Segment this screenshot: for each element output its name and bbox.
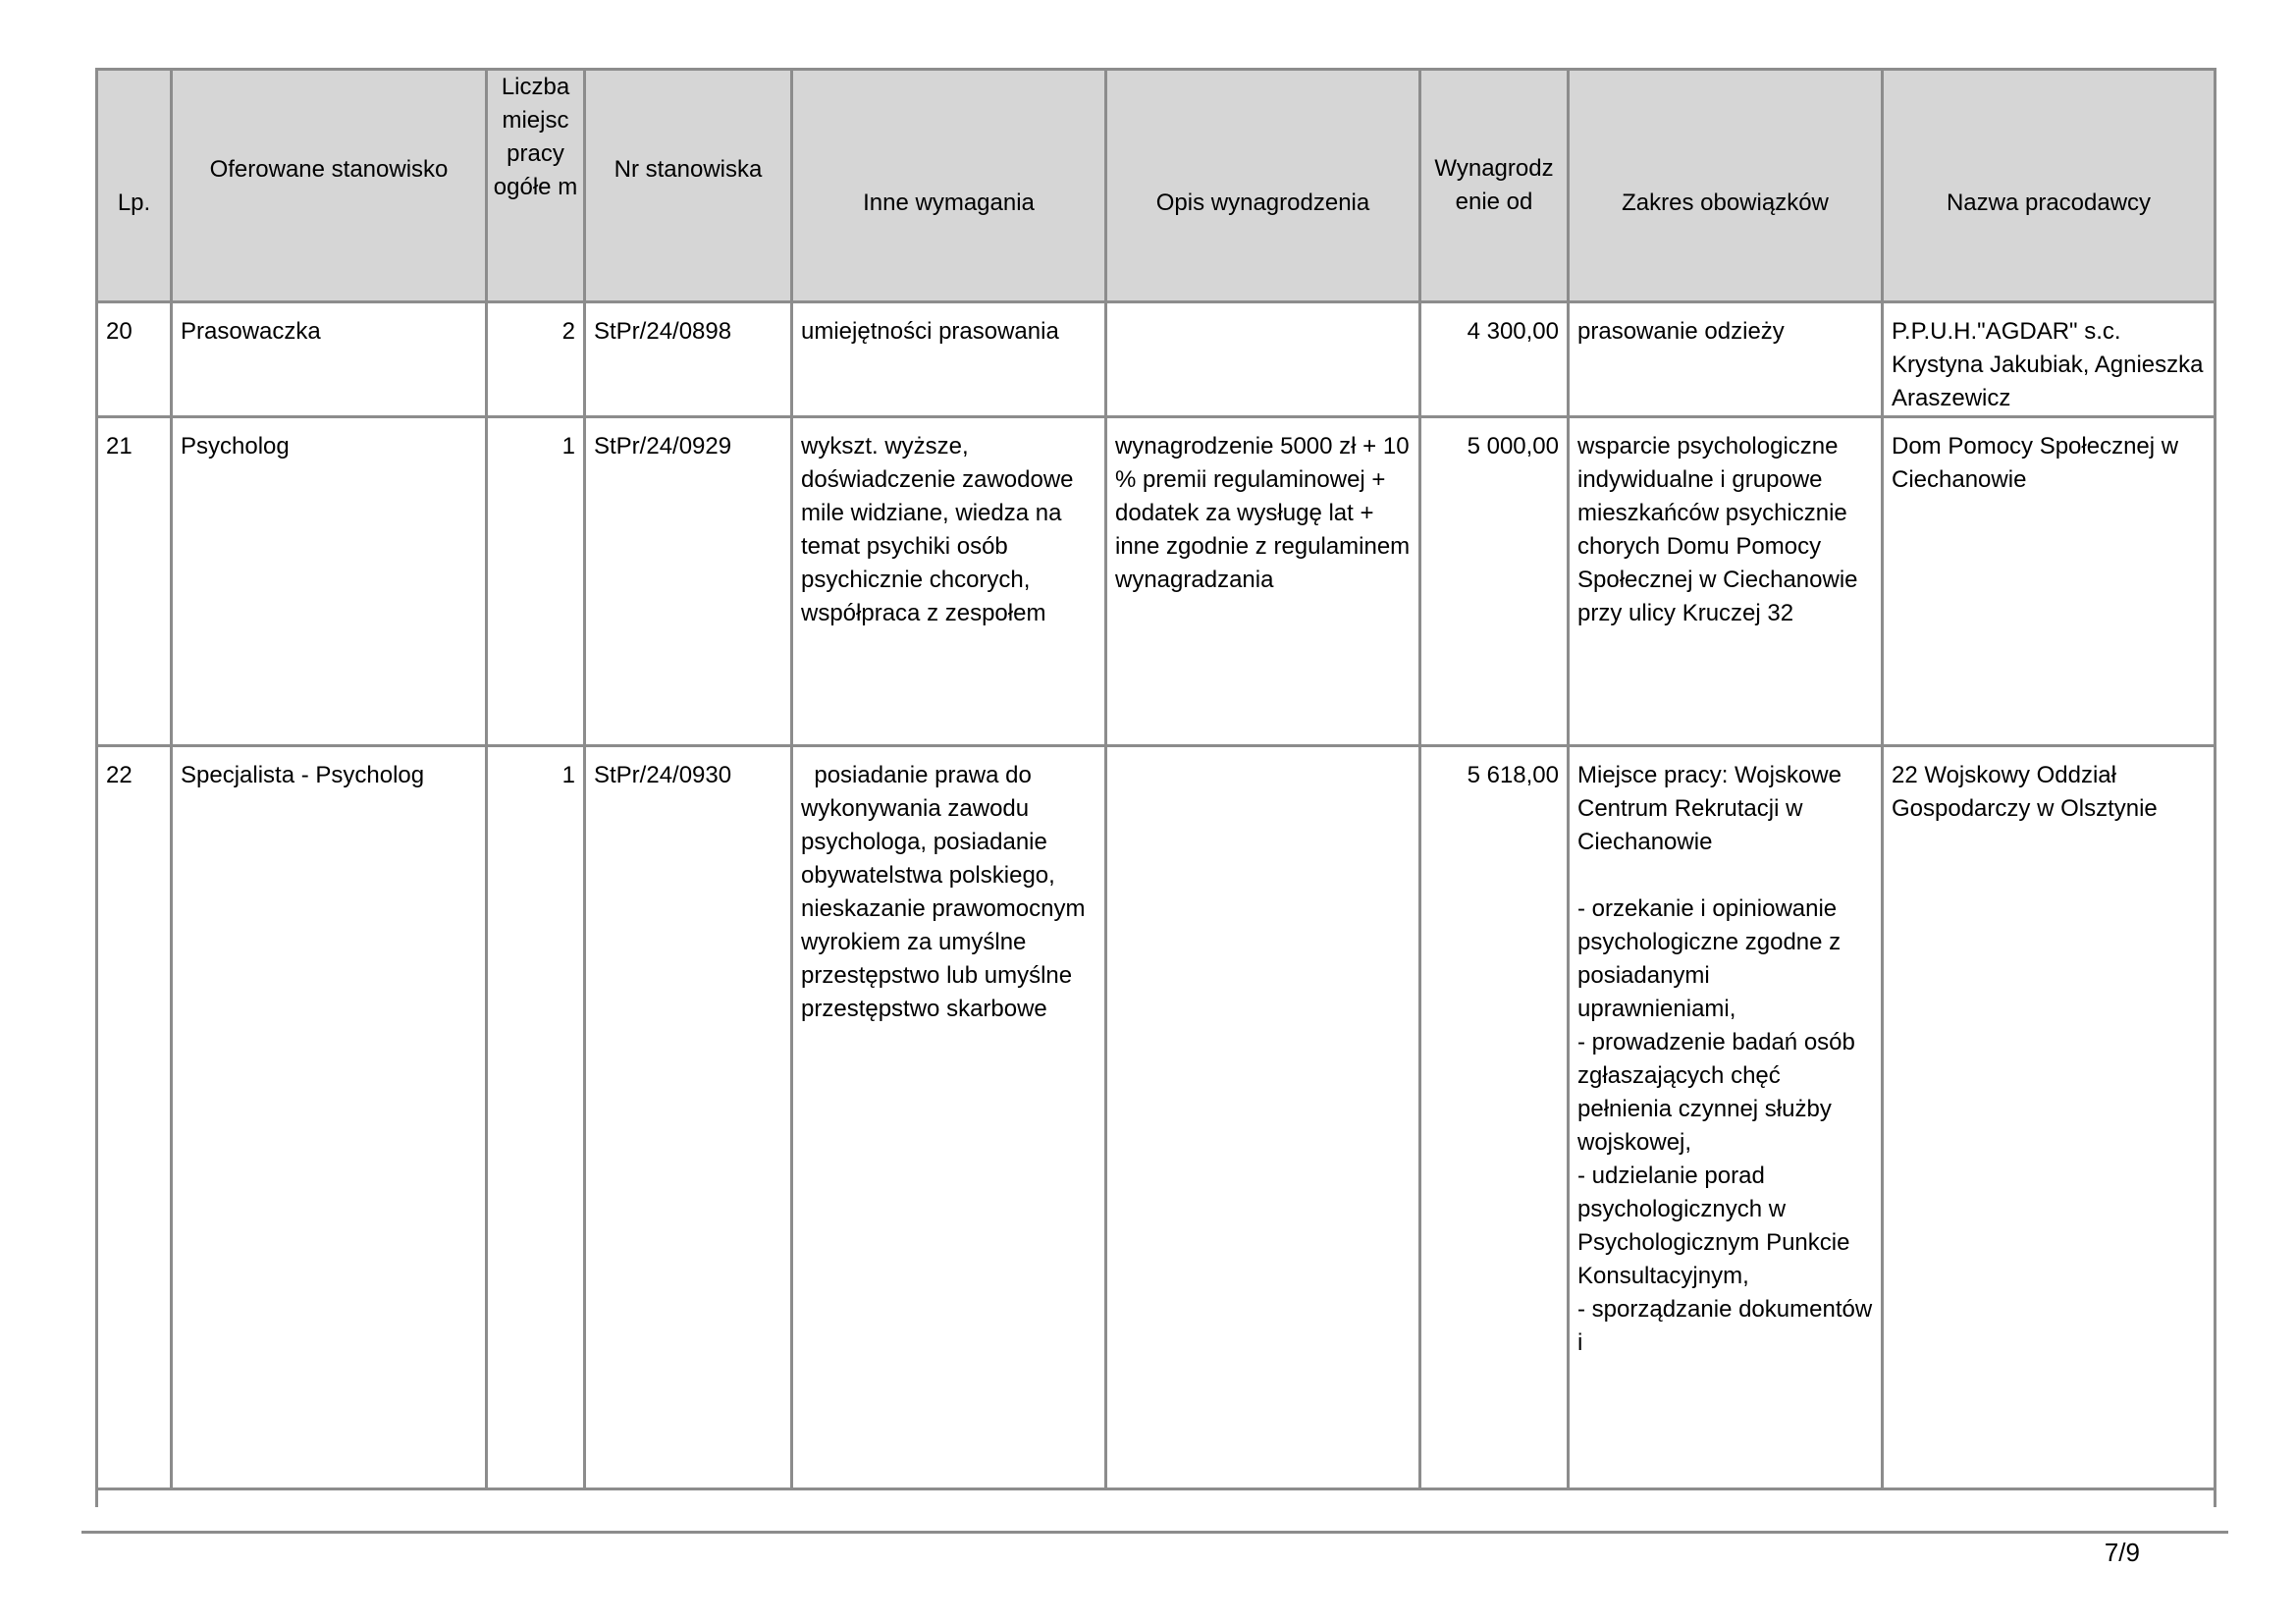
cell-lp: 21 <box>97 417 172 746</box>
cell-wynagrodzenie: 4 300,00 <box>1420 302 1569 417</box>
cell-zakres: Miejsce pracy: Wojskowe Centrum Rekrutacji w Ciechanowie - orzekanie i opiniowanie psychologiczne zgodne z posiadanymi uprawnieniami, - prowadzenie badań osób zgłaszających chęć pełnienia czynnej służby wojskowej, - udzielanie porad psychologicznych w Psychologicznym Punkcie Konsultacyjnym, - sporządzanie dokumentów i <box>1569 746 1883 1489</box>
cell-nr: StPr/24/0930 <box>585 746 792 1489</box>
cell-pracodawca: Dom Pomocy Społecznej w Ciechanowie <box>1883 417 2216 746</box>
job-offers-table <box>95 68 2216 1507</box>
cell-opis <box>1106 746 1420 1489</box>
continuation-cell <box>97 1489 2216 1507</box>
header-zakres: Zakres obowiązków <box>1569 70 1883 302</box>
cell-stanowisko: Specjalista - Psycholog <box>172 746 487 1489</box>
footer-divider <box>81 1531 2228 1534</box>
header-stanowisko: Oferowane stanowisko <box>172 70 487 302</box>
cell-wymagania: umiejętności prasowania <box>792 302 1106 417</box>
table-row <box>97 302 2216 417</box>
cell-liczba: 1 <box>487 746 585 1489</box>
page-number: 7/9 <box>2104 1538 2140 1567</box>
cell-stanowisko: Psycholog <box>172 417 487 746</box>
cell-pracodawca: P.P.U.H."AGDAR" s.c. Krystyna Jakubiak, Agnieszka Araszewicz <box>1883 302 2216 417</box>
header-liczba: Liczba miejsc pracy ogółe m <box>487 70 585 302</box>
header-pracodawca: Nazwa pracodawcy <box>1883 70 2216 302</box>
cell-lp: 22 <box>97 746 172 1489</box>
header-lp: Lp. <box>97 70 172 302</box>
cell-nr: StPr/24/0898 <box>585 302 792 417</box>
cell-opis: wynagrodzenie 5000 zł + 10 % premii regulaminowej + dodatek za wysługę lat + inne zgodnie z regulaminem wynagradzania <box>1106 417 1420 746</box>
header-nr: Nr stanowiska <box>585 70 792 302</box>
cell-wymagania: wykszt. wyższe, doświadczenie zawodowe mile widziane, wiedza na temat psychiki osób psychicznie chcorych, współpraca z zespołem <box>792 417 1106 746</box>
cell-liczba: 2 <box>487 302 585 417</box>
cell-wymagania: posiadanie prawa do wykonywania zawodu psychologa, posiadanie obywatelstwa polskiego, nieskazanie prawomocnym wyrokiem za umyślne przestępstwo lub umyślne przestępstwo skarbowe <box>792 746 1106 1489</box>
cell-zakres: wsparcie psychologiczne indywidualne i grupowe mieszkańców psychicznie chorych Domu Pomocy Społecznej w Ciechanowie przy ulicy Kruczej 32 <box>1569 417 1883 746</box>
cell-opis <box>1106 302 1420 417</box>
table-row <box>97 417 2216 746</box>
table-header-row <box>97 70 2216 302</box>
cell-liczba: 1 <box>487 417 585 746</box>
header-wynagrodzenie: Wynagrodz enie od <box>1420 70 1569 302</box>
cell-wynagrodzenie: 5 618,00 <box>1420 746 1569 1489</box>
cell-stanowisko: Prasowaczka <box>172 302 487 417</box>
table-row <box>97 746 2216 1489</box>
cell-zakres: prasowanie odzieży <box>1569 302 1883 417</box>
cell-wynagrodzenie: 5 000,00 <box>1420 417 1569 746</box>
table-continuation-row <box>97 1489 2216 1507</box>
cell-nr: StPr/24/0929 <box>585 417 792 746</box>
header-opis: Opis wynagrodzenia <box>1106 70 1420 302</box>
cell-pracodawca: 22 Wojskowy Oddział Gospodarczy w Olsztynie <box>1883 746 2216 1489</box>
cell-lp: 20 <box>97 302 172 417</box>
header-wymagania: Inne wymagania <box>792 70 1106 302</box>
